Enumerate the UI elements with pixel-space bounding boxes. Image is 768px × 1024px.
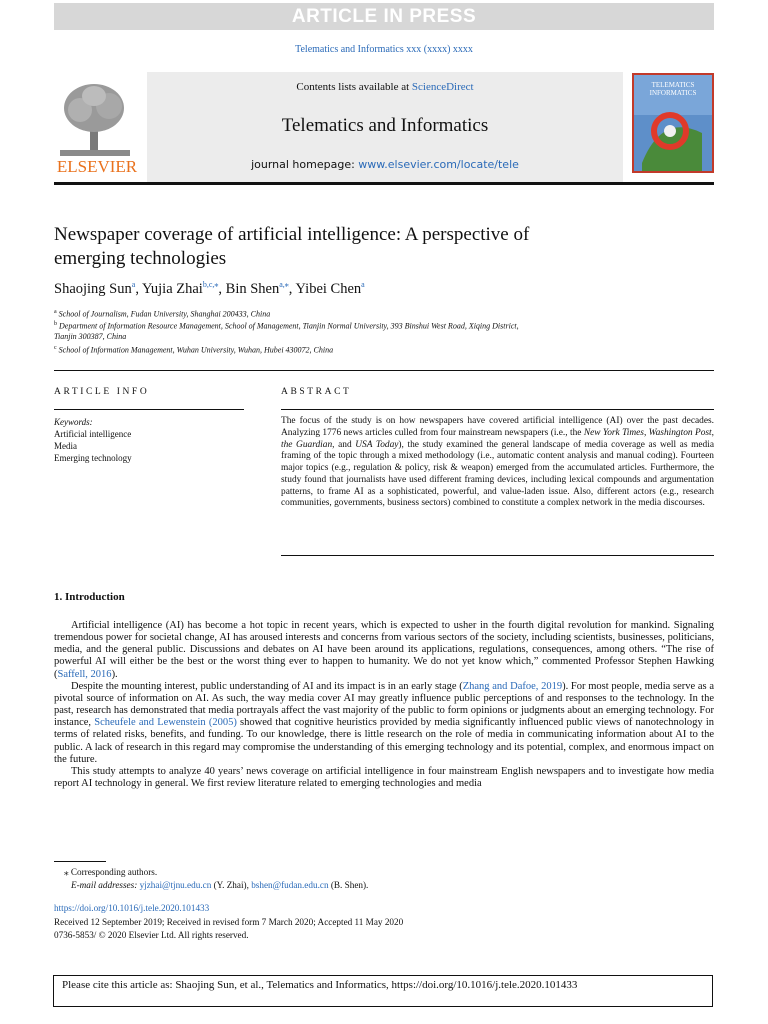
article-history: Received 12 September 2019; Received in revised form 7 March 2020; Accepted 11 May 2020 0736-5853/ © 2020 Elsevier Ltd. All rights reserved.	[54, 917, 404, 940]
article-info-heading: ARTICLE INFO	[54, 387, 150, 397]
author-affiliation-marker[interactable]: a	[131, 280, 136, 289]
author-name: Yibei Chen	[295, 281, 362, 297]
affiliation: $^a$ School of Journalism, Fudan University, Shanghai 200433, China	[54, 309, 271, 319]
author-name: Bin Shen	[225, 281, 280, 297]
body-text	[54, 620, 714, 790]
footnote-rule	[54, 861, 106, 862]
abstract-rule	[281, 409, 714, 410]
keyword-item: Emerging technology	[54, 453, 132, 463]
author-affiliation-marker[interactable]: a	[361, 280, 365, 289]
citation-link[interactable]: Zhang and Dafoe, 2019	[462, 680, 563, 692]
abstract-heading: ABSTRACT	[281, 387, 352, 397]
author-affiliation-marker[interactable]: b,c,⁎	[202, 280, 219, 289]
keyword-item: Media	[54, 441, 77, 451]
keywords-block	[54, 416, 244, 464]
elsevier-logo[interactable]	[54, 80, 140, 174]
paragraph: Despite the mounting interest, public understanding of AI and its impact is in an early stage (Zhang and Dafoe, 2019). For most people, media serve as a pivotal source of information on AI. As such, the way media cover AI may greatly influence public perceptions of and responses to the technology. In the past, research has demonstrated that media portrayals affect the vast majority of the public to form opinions or judgments about an emerging technology. For instance, Scheufele and Lewenstein (2005) showed that cognitive heuristics provided by media significantly influenced public views of nanotechnology in terms of related risks, benefits, and funding. To our knowledge, there is little research on the role of media in communicating information about AI to the public. A lack of research in this regard may compromise the understanding of this emerging technology and its potential, complex, and enormous impact on the future.	[54, 680, 714, 765]
keyword-item: Artificial intelligence	[54, 429, 132, 439]
citation-link[interactable]: Scheufele and Lewenstein (2005)	[94, 717, 237, 729]
sciencedirect-link[interactable]: ScienceDirect	[411, 81, 474, 93]
author-list: Shaojing Sun$^a$, Yujia Zhai$^{b,c,⁎}$, Bin Shen$^{a,⁎}$, Yibei Chen$^a$	[54, 280, 365, 297]
citation-link[interactable]: Saffell, 2016	[57, 668, 112, 680]
author-name: Yujia Zhai	[142, 281, 203, 297]
journal-reference[interactable]: Telematics and Informatics xxx (xxxx) xxxx	[295, 44, 473, 55]
doi-link[interactable]: https://doi.org/10.1016/j.tele.2020.101433	[54, 903, 210, 913]
email-link[interactable]: yjzhai@tjnu.edu.cn	[139, 880, 212, 890]
article-in-press-banner: ARTICLE IN PRESS	[54, 3, 714, 30]
masthead-rule	[54, 182, 714, 185]
article-title: Newspaper coverage of artificial intelligence: A perspective of emerging technologies	[54, 224, 530, 269]
paragraph: Artificial intelligence (AI) has become a hot topic in recent years, which is expected to usher in the fourth digital revolution for mankind. Signaling tremendous power for societal change, AI has aroused interests and concerns from various sectors of the society, including scientists, businesses, politicians, media, and the general public. Discussions and debates on AI have been around its applications, regulations, consequences, among others. “The rise of powerful AI will either be the best or the worst thing ever to happen to humanity. We do not yet know which,” commented Professor Stephen Hawking (Saffell, 2016).	[54, 620, 714, 680]
svg-text:INFORMATICS: INFORMATICS	[649, 89, 697, 97]
journal-title: Telematics and Informatics	[281, 115, 489, 136]
citation-text: Please cite this article as: Shaojing Sun, et al., Telematics and Informatics, https://doi.org/10.1016/j.tele.2020.101433	[62, 979, 578, 991]
section-divider	[54, 370, 714, 371]
journal-homepage-line: journal homepage: www.elsevier.com/locate/tele	[251, 158, 519, 171]
elsevier-wordmark: ELSEVIER	[56, 157, 138, 174]
email-link[interactable]: bshen@fudan.edu.cn	[251, 880, 329, 890]
email-addresses-note: E-mail addresses: yjzhai@tjnu.edu.cn (Y. Zhai), bshen@fudan.edu.cn (B. Shen).	[71, 880, 369, 890]
svg-text:TELEMATICS: TELEMATICS	[651, 81, 695, 89]
journal-cover-image[interactable]	[632, 73, 714, 173]
author-name: Shaojing Sun	[54, 281, 132, 297]
paragraph: This study attempts to analyze 40 years’ news coverage on artificial intelligence in four mainstream English newspapers and to investigate how media report AI technology in general. We first review literature related to emerging technologies and media	[54, 765, 714, 790]
corresponding-authors-note: ⁎ Corresponding authors.	[64, 867, 158, 877]
article-info-rule	[54, 409, 244, 410]
contents-available-line: Contents lists available at ScienceDirect	[296, 81, 474, 93]
affiliation: $^b$ Department of Information Resource Management, School of Management, Tianjin Normal University, 393 Binshui West Road, Xiqing District,	[54, 321, 519, 331]
keywords-label: Keywords:	[54, 417, 93, 427]
section-heading-introduction: 1. Introduction	[54, 591, 125, 603]
abstract-bottom-rule	[281, 555, 714, 556]
affiliation: $^c$ School of Information Management, Wuhan University, Wuhan, Hubei 430072, China	[54, 345, 334, 355]
elsevier-tree-icon	[60, 84, 130, 156]
author-affiliation-marker[interactable]: a,⁎	[279, 280, 289, 289]
abstract-text: The focus of the study is on how newspapers have covered artificial intelligence (AI) over the past decades. Analyzing 1776 news articles culled from four mainstream newspapers (i.e., the New York Times, Washington Post, the Guardian, and USA Today), the study examined the general landscape of media coverage as well as media framing of the topic through a mixed methodology (i.e., automatic content analysis and manual coding). Fourteen major topics (e.g., regulation & policy, risk & weapon) emerged from the accumulated articles. Furthermore, the study found that journalists have used different framing devices, including lexical compounds and argumentation patterns, to frame AI as a sophisticated, powerful, and value-laden issue. Also, different actors (e.g., research communities, governments, business sectors) combined to constitute a complex network in the media discourses.	[281, 416, 714, 509]
journal-homepage-link[interactable]: www.elsevier.com/locate/tele	[358, 158, 519, 171]
affiliation-continued: Tianjin 300387, China	[54, 332, 127, 341]
